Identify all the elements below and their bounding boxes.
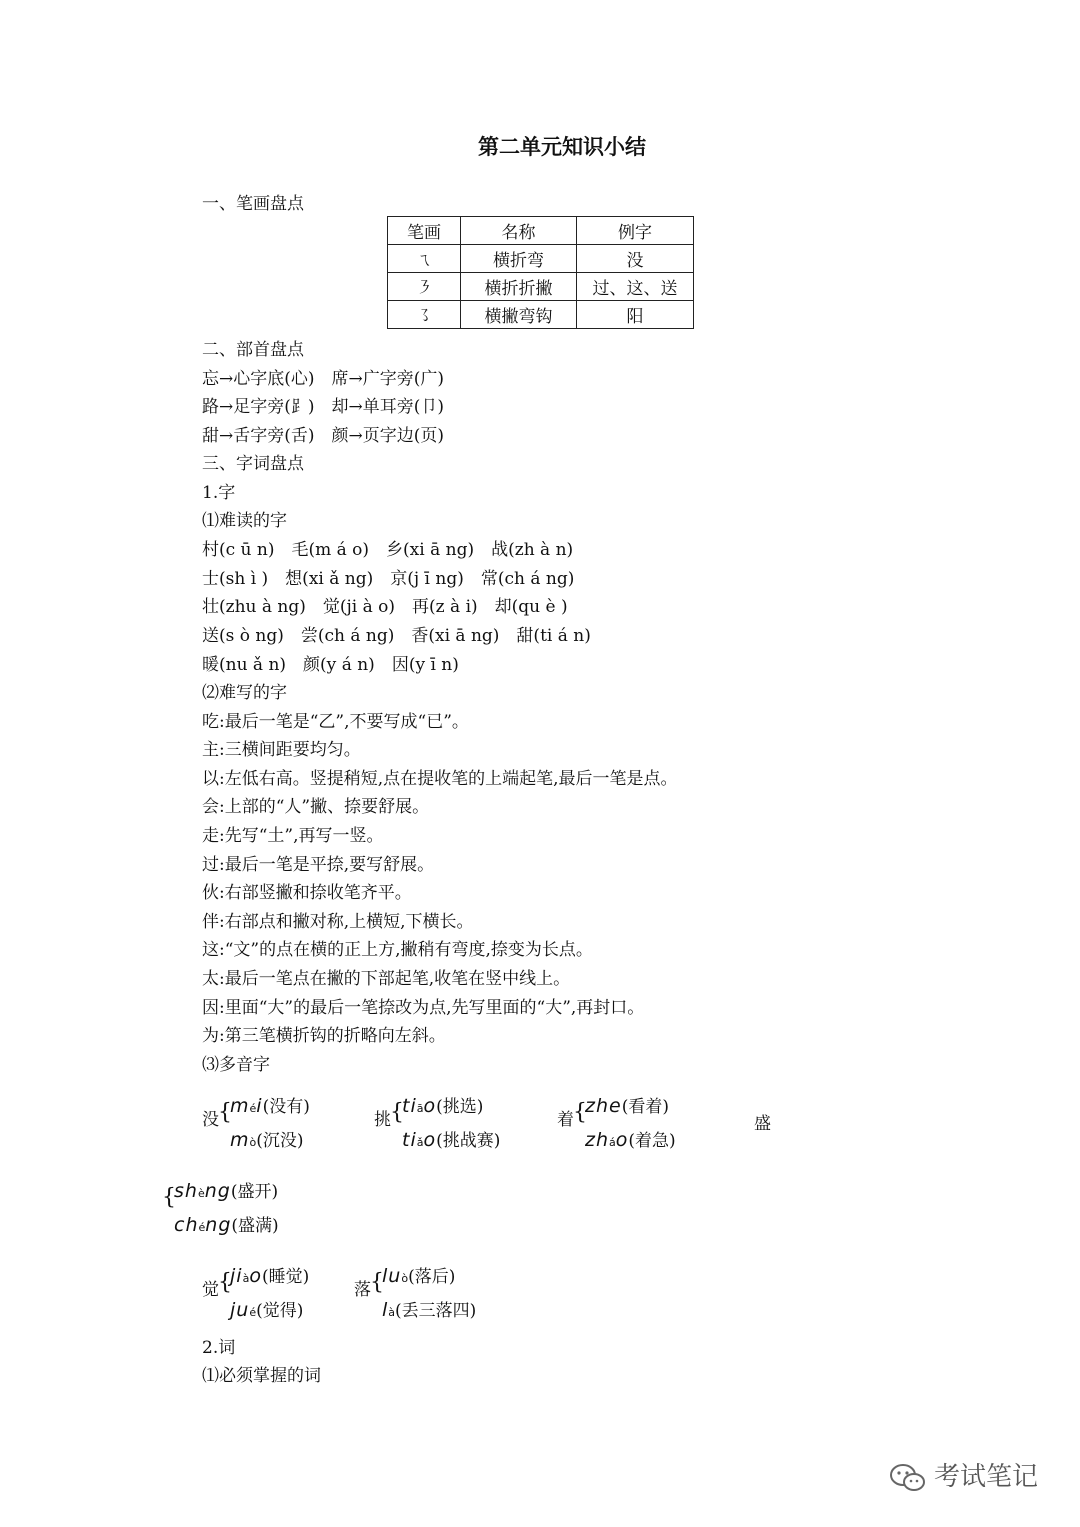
reading-line: 壮(zhu à ng) 觉(ji à o) 再(z à i) 却(qu è ) [202,597,568,617]
polyphone-char: 着 [557,1110,574,1130]
watermark [888,1456,1038,1494]
section-heading-radicals: 二、部首盘点 [202,340,304,360]
polyphone-char: 觉 [202,1280,219,1300]
polyphone-reading: tiǎo(挑战赛) [402,1129,501,1151]
reading-line: 村(c ū n) 毛(m á o) 乡(xi ā ng) 战(zh à n) [202,540,574,560]
watermark-text: 考试笔记 [934,1462,1039,1492]
reading-line: 士(sh ì ) 想(xi ǎ ng) 京(j ī ng) 常(ch á ng) [202,569,575,589]
strokes-table [387,216,694,329]
brace-icon: { [218,1100,232,1125]
table-header-row [388,217,694,245]
polyphone-reading: mò(沉没) [230,1129,304,1151]
table-row [388,301,694,329]
section-heading-words: 三、字词盘点 [202,454,304,474]
polyphone-jue [202,1262,352,1322]
reading-line: 暖(nu ǎ n) 颜(y á n) 因(y ī n) [202,655,459,675]
subheading-characters: 1.字 [202,483,236,503]
polyphone-char: 落 [354,1280,371,1300]
polyphone-reading: jiào(睡觉) [230,1265,310,1287]
section-heading-strokes: 一、笔画盘点 [202,194,304,214]
writing-tip: 以:左低右高。竖提稍短,点在提收笔的上端起笔,最后一笔是点。 [202,769,678,789]
radical-line: 路→足字旁(⻊) 却→单耳旁(卩) [202,397,445,417]
brace-icon: { [390,1100,404,1125]
radical-line: 甜→舌字旁(舌) 颜→页字边(页) [202,426,445,446]
polyphone-reading: méi(没有) [230,1095,310,1117]
polyphone-char-sheng: 盛 [754,1114,771,1134]
subheading-polyphones: ⑶多音字 [202,1055,270,1075]
stroke-glyph: ㇌ [388,301,461,329]
writing-tip: 会:上部的“人”撇、捺要舒展。 [202,797,430,817]
wechat-icon [888,1462,928,1494]
writing-tip: 伴:右部点和撇对称,上横短,下横长。 [202,912,474,932]
brace-icon: { [218,1270,232,1295]
polyphone-char: 没 [202,1110,219,1130]
writing-tip: 过:最后一笔是平捺,要写舒展。 [202,855,435,875]
polyphone-reading: zhe(看着) [585,1095,669,1117]
polyphone-reading: chéng(盛满) [174,1214,279,1236]
stroke-example: 没 [577,245,694,273]
stroke-example: 阳 [577,301,694,329]
table-header-cell: 名称 [461,217,577,245]
polyphone-reading: luò(落后) [382,1265,456,1287]
writing-tip: 主:三横间距要均匀。 [202,740,361,760]
subheading-must-master: ⑴必须掌握的词 [202,1366,321,1386]
polyphone-zhe [557,1092,717,1152]
writing-tip: 太:最后一笔点在撇的下部起笔,收笔在竖中线上。 [202,969,571,989]
subheading-hard-to-read: ⑴难读的字 [202,511,287,531]
stroke-example: 过、这、送 [577,273,694,301]
table-row [388,245,694,273]
polyphone-luo [354,1262,534,1322]
reading-line: 送(s ò ng) 尝(ch á ng) 香(xi ā ng) 甜(ti á n) [202,626,591,646]
polyphone-char: 挑 [374,1110,391,1130]
table-header-cell: 例字 [577,217,694,245]
stroke-glyph: ㄟ [388,245,461,273]
writing-tip: 吃:最后一笔是“乙”,不要写成“已”。 [202,712,469,732]
polyphone-reading: jué(觉得) [230,1299,304,1321]
stroke-name: 横折弯 [461,245,577,273]
polyphone-mei [202,1092,352,1152]
polyphone-reading: shèng(盛开) [174,1180,279,1202]
page-title: 第二单元知识小结 [478,134,646,159]
brace-icon: { [573,1100,587,1125]
writing-tip: 走:先写“土”,再写一竖。 [202,826,384,846]
polyphone-reading: zháo(着急) [585,1129,676,1151]
stroke-name: 横折折撇 [461,273,577,301]
stroke-glyph: ㇋ [388,273,461,301]
writing-tip: 这:“文”的点在横的正上方,撇稍有弯度,捺变为长点。 [202,940,593,960]
table-header-cell: 笔画 [388,217,461,245]
stroke-name: 横撇弯钩 [461,301,577,329]
brace-icon: { [370,1270,384,1295]
radical-line: 忘→心字底(心) 席→广字旁(广) [202,369,445,389]
polyphone-reading: tiāo(挑选) [402,1095,484,1117]
table-row [388,273,694,301]
polyphone-tiao [374,1092,544,1152]
writing-tip: 为:第三笔横折钩的折略向左斜。 [202,1026,446,1046]
writing-tip: 伙:右部竖撇和捺收笔齐平。 [202,883,412,903]
brace-icon: { [162,1185,176,1210]
writing-tip: 因:里面“大”的最后一笔捺改为点,先写里面的“大”,再封口。 [202,998,645,1018]
polyphone-reading: là(丢三落四) [382,1299,477,1321]
subheading-hard-to-write: ⑵难写的字 [202,683,287,703]
subheading-words: 2.词 [202,1338,236,1358]
polyphone-sheng [162,1177,332,1237]
